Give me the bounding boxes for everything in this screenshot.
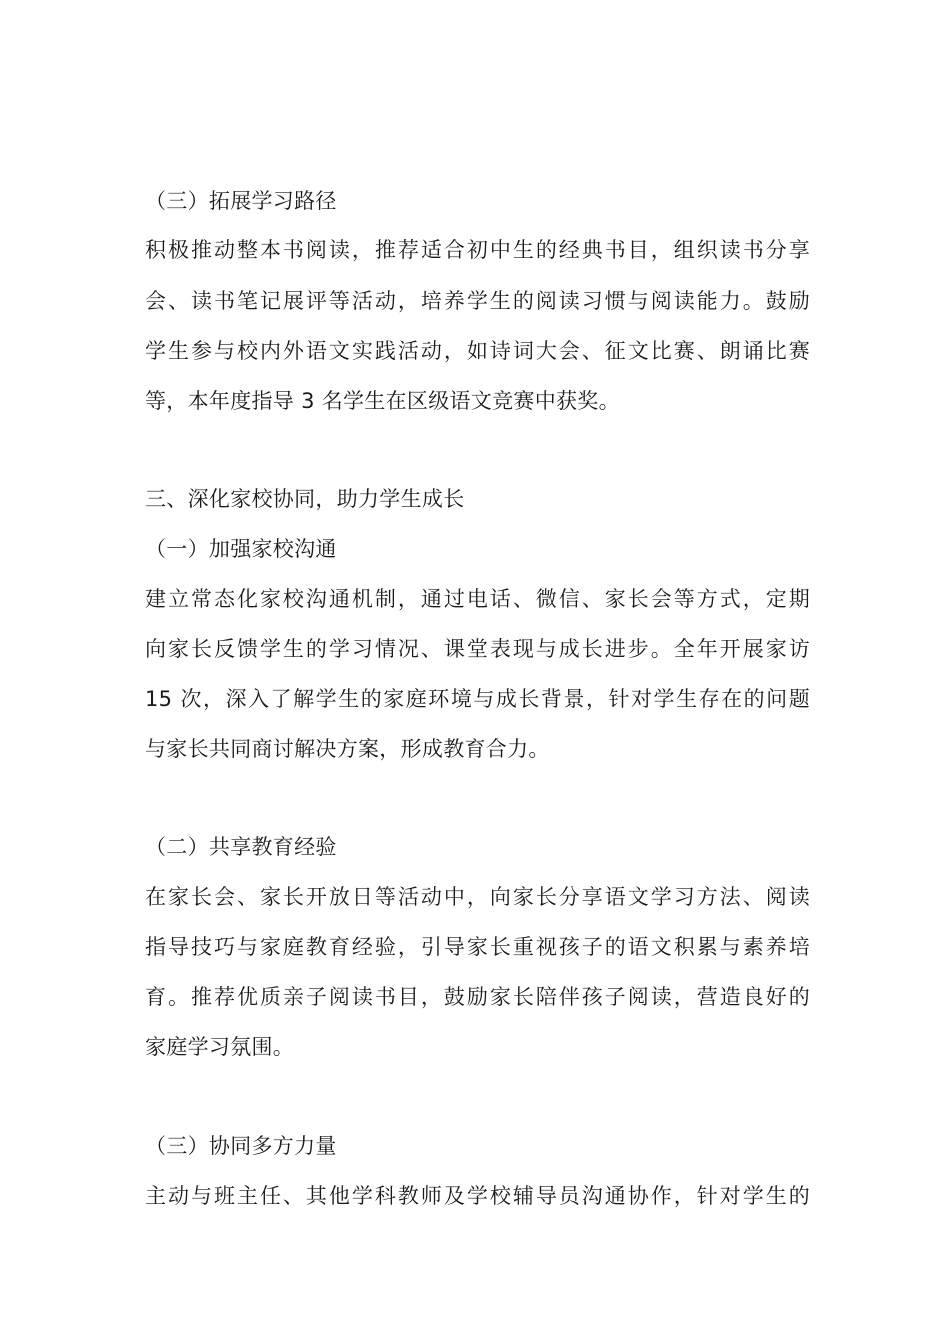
section-heading-communication: （一）加强家校沟通 — [145, 537, 337, 561]
paragraph-line: 建立常态化家校沟通机制，通过电话、微信、家长会等方式，定期 — [145, 587, 810, 611]
paragraph-line: 积极推动整本书阅读，推荐适合初中生的经典书目，组织读书分享 — [145, 238, 810, 262]
paragraph-line: 会、读书笔记展评等活动，培养学生的阅读习惯与阅读能力。鼓励 — [145, 289, 810, 313]
paragraph-line: 指导技巧与家庭教育经验，引导家长重视孩子的语文积累与素养培 — [145, 935, 810, 959]
paragraph-line: 学生参与校内外语文实践活动，如诗词大会、征文比赛、朗诵比赛 — [145, 339, 810, 363]
paragraph-line: 育。推荐优质亲子阅读书目，鼓励家长陪伴孩子阅读，营造良好的 — [145, 985, 810, 1009]
section-heading-share-experience: （二）共享教育经验 — [145, 835, 337, 859]
paragraph-line: 家庭学习氛围。 — [145, 1035, 295, 1059]
paragraph-line: 在家长会、家长开放日等活动中，向家长分享语文学习方法、阅读 — [145, 885, 810, 909]
section-heading-collaboration: （三）协同多方力量 — [145, 1134, 337, 1158]
chapter-heading-home-school: 三、深化家校协同，助力学生成长 — [145, 487, 465, 511]
paragraph-line: 等，本年度指导 3 名学生在区级语文竞赛中获奖。 — [145, 389, 620, 413]
section-heading-expand-learning: （三）拓展学习路径 — [145, 189, 337, 213]
paragraph-line: 向家长反馈学生的学习情况、课堂表现与成长进步。全年开展家访 — [145, 637, 810, 661]
paragraph-line: 与家长共同商讨解决方案，形成教育合力。 — [145, 737, 550, 761]
paragraph-line: 主动与班主任、其他学科教师及学校辅导员沟通协作，针对学生的 — [145, 1184, 810, 1208]
paragraph-line: 15 次，深入了解学生的家庭环境与成长背景，针对学生存在的问题 — [145, 687, 810, 711]
